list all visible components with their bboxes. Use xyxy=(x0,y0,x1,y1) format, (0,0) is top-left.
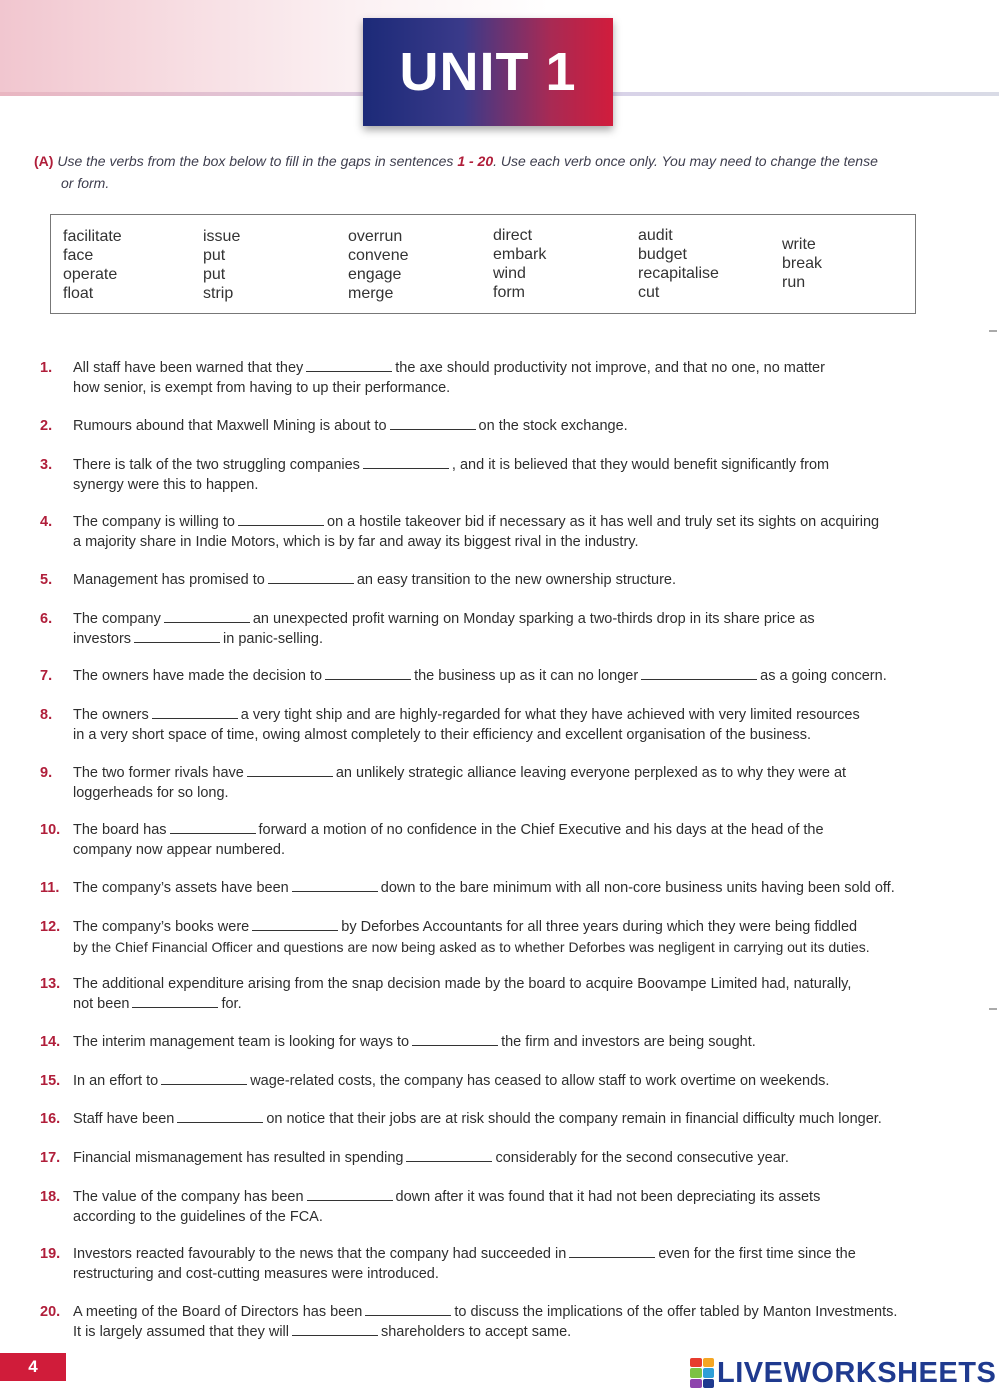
scan-mark xyxy=(989,330,997,332)
sentence-text: the business up as it can no longer xyxy=(414,668,639,684)
verb: break xyxy=(782,255,823,272)
verb-box xyxy=(50,214,916,314)
sentence-text: Rumours abound that Maxwell Mining is about to xyxy=(73,418,387,434)
sentence-text: synergy were this to happen. xyxy=(73,477,259,493)
sentence-text: for. xyxy=(221,996,242,1012)
sentence-text: forward a motion of no confidence in the Chief Executive and his days at the head of the xyxy=(258,822,824,838)
sentence-text: The company’s books were xyxy=(73,919,250,935)
sentence-item xyxy=(40,974,940,1014)
sentence-text: wage-related costs, the company has ceased to allow staff to work overtime on weekends. xyxy=(250,1073,830,1089)
sentence-number: 3. xyxy=(40,457,53,473)
verb: budget xyxy=(638,246,687,263)
unit-title: UNIT 1 xyxy=(399,42,577,102)
answer-blank[interactable] xyxy=(641,666,757,680)
sentence-text: as a going concern. xyxy=(760,668,887,684)
instructions-line2: or form. xyxy=(61,175,110,191)
verb: cut xyxy=(638,284,660,301)
section-label: (A) xyxy=(34,153,54,169)
sentence-text: even for the first time since the xyxy=(658,1246,856,1262)
answer-blank[interactable] xyxy=(406,1148,492,1162)
answer-blank[interactable] xyxy=(152,705,238,719)
sentence-number: 20. xyxy=(40,1304,61,1320)
sentence-item xyxy=(40,1187,940,1227)
verb: merge xyxy=(348,285,394,302)
sentence-item xyxy=(40,1032,940,1052)
verb: direct xyxy=(493,227,533,244)
instructions xyxy=(34,150,934,194)
sentence-text: on notice that their jobs are at risk should the company remain in financial difficulty much longer. xyxy=(266,1111,882,1127)
sentence-item xyxy=(40,1071,940,1091)
answer-blank[interactable] xyxy=(177,1109,263,1123)
sentence-number: 13. xyxy=(40,976,61,992)
sentence-item xyxy=(40,917,940,957)
sentence-item xyxy=(40,1148,940,1168)
sentence-text: loggerheads for so long. xyxy=(73,785,229,801)
answer-blank[interactable] xyxy=(307,1187,393,1201)
answer-blank[interactable] xyxy=(134,629,220,643)
answer-blank[interactable] xyxy=(569,1244,655,1258)
sentence-number: 5. xyxy=(40,572,53,588)
verb: write xyxy=(782,236,816,253)
verb: wind xyxy=(493,265,526,282)
liveworksheets-brand: LIVEWORKSHEETS xyxy=(717,1356,997,1389)
sentence-item xyxy=(40,1244,940,1284)
sentence-text: In an effort to xyxy=(73,1073,159,1089)
sentence-text: Management has promised to xyxy=(73,572,265,588)
verb-column xyxy=(638,226,719,302)
answer-blank[interactable] xyxy=(164,609,250,623)
sentence-item xyxy=(40,705,940,745)
sentence-text: The two former rivals have xyxy=(73,765,244,781)
sentence-item xyxy=(40,416,940,436)
answer-blank[interactable] xyxy=(292,1322,378,1336)
answer-blank[interactable] xyxy=(292,878,378,892)
sentence-text: how senior, is exempt from having to up their performance. xyxy=(73,380,451,396)
sentence-text: the firm and investors are being sought. xyxy=(501,1034,756,1050)
sentence-number: 12. xyxy=(40,919,61,935)
sentence-text: to discuss the implications of the offer tabled by Manton Investments. xyxy=(454,1304,898,1320)
verb: audit xyxy=(638,227,673,244)
answer-blank[interactable] xyxy=(268,570,354,584)
sentence-number: 19. xyxy=(40,1246,61,1262)
instructions-text-after: . Use each verb once only. You may need to change the tense xyxy=(493,153,878,169)
sentence-text: down after it was found that it had not been depreciating its assets xyxy=(395,1189,821,1205)
sentence-text: Investors reacted favourably to the news that the company had succeeded in xyxy=(73,1246,567,1262)
sentence-item xyxy=(40,820,940,860)
sentence-text: by Deforbes Accountants for all three years during which they were being fiddled xyxy=(341,919,858,935)
sentence-number: 9. xyxy=(40,765,53,781)
verb: recapitalise xyxy=(638,265,719,282)
answer-blank[interactable] xyxy=(161,1071,247,1085)
sentence-text: according to the guidelines of the FCA. xyxy=(73,1209,323,1225)
verb: form xyxy=(493,284,525,301)
verb: embark xyxy=(493,246,547,263)
verb: strip xyxy=(203,285,234,302)
verb: face xyxy=(63,247,94,264)
sentence-item xyxy=(40,1109,940,1129)
answer-blank[interactable] xyxy=(412,1032,498,1046)
sentence-number: 7. xyxy=(40,668,53,684)
sentence-text: The company is willing to xyxy=(73,514,235,530)
sentence-number: 4. xyxy=(40,514,53,530)
sentence-text: shareholders to accept same. xyxy=(380,1324,572,1340)
sentence-item xyxy=(40,1302,940,1342)
verb: overrun xyxy=(348,228,403,245)
sentence-text: The additional expenditure arising from the snap decision made by the board to acquire Boovampe Limited had, naturally, xyxy=(73,976,852,992)
sentence-range: 1 - 20 xyxy=(457,153,494,169)
sentence-text: Financial mismanagement has resulted in spending xyxy=(73,1150,404,1166)
answer-blank[interactable] xyxy=(306,358,392,372)
sentence-item xyxy=(40,512,940,552)
sentence-number: 8. xyxy=(40,707,53,723)
scan-mark xyxy=(989,1008,997,1010)
sentence-text: in a very short space of time, owing almost completely to their efficiency and excellent organisation of the business. xyxy=(73,727,812,743)
sentence-number: 18. xyxy=(40,1189,61,1205)
sentence-number: 15. xyxy=(40,1073,61,1089)
sentence-text: on a hostile takeover bid if necessary as it has well and truly set its sights on acquiring xyxy=(327,514,880,530)
sentence-text: an easy transition to the new ownership structure. xyxy=(356,572,676,588)
sentence-item xyxy=(40,666,940,686)
sentence-number: 16. xyxy=(40,1111,61,1127)
sentence-text: an unlikely strategic alliance leaving everyone perplexed as to why they were at xyxy=(335,765,847,781)
verb: put xyxy=(203,247,226,264)
sentence-number: 14. xyxy=(40,1034,61,1050)
answer-blank[interactable] xyxy=(363,455,449,469)
verb-column xyxy=(782,235,822,292)
sentence-text: Staff have been xyxy=(73,1111,175,1127)
sentence-text: by the Chief Financial Officer and questions are now being asked as to whether Deforbes was negligent in carrying out its duties. xyxy=(73,939,870,955)
answer-blank[interactable] xyxy=(390,416,476,430)
sentence-number: 1. xyxy=(40,360,53,376)
sentence-text: The interim management team is looking for ways to xyxy=(73,1034,410,1050)
verb: engage xyxy=(348,266,402,283)
verb: facilitate xyxy=(63,228,122,245)
sentence-text: down to the bare minimum with all non-core business units having been sold off. xyxy=(380,880,895,896)
sentence-number: 6. xyxy=(40,611,53,627)
sentence-item xyxy=(40,570,940,590)
sentence-text: There is talk of the two struggling companies xyxy=(73,457,360,473)
sentence-text: on the stock exchange. xyxy=(478,418,628,434)
sentence-number: 11. xyxy=(40,880,60,896)
sentence-text: All staff have been warned that they xyxy=(73,360,304,376)
sentence-text: restructuring and cost-cutting measures were introduced. xyxy=(73,1266,439,1282)
sentence-text: The company’s assets have been xyxy=(73,880,289,896)
verb: run xyxy=(782,274,806,291)
sentence-number: 2. xyxy=(40,418,53,434)
sentence-text: considerably for the second consecutive year. xyxy=(495,1150,789,1166)
sentence-text: company now appear numbered. xyxy=(73,842,285,858)
sentence-text: a majority share in Indie Motors, which is by far and away its biggest rival in the industry. xyxy=(73,534,639,550)
sentence-item xyxy=(40,455,940,495)
verb-column xyxy=(63,227,122,303)
sentence-text: , and it is believed that they would benefit significantly from xyxy=(451,457,830,473)
verb: operate xyxy=(63,266,118,283)
liveworksheets-logo[interactable] xyxy=(690,1356,996,1390)
verb: issue xyxy=(203,228,241,245)
sentence-text: the axe should productivity not improve, and that no one, no matter xyxy=(395,360,825,376)
liveworksheets-logo-icon xyxy=(690,1358,714,1388)
answer-blank[interactable] xyxy=(325,666,411,680)
answer-blank[interactable] xyxy=(132,994,218,1008)
verb-column xyxy=(203,227,240,303)
answer-blank[interactable] xyxy=(170,820,256,834)
sentence-text: The value of the company has been xyxy=(73,1189,304,1205)
verb-column xyxy=(493,226,546,302)
sentence-number: 10. xyxy=(40,822,61,838)
answer-blank[interactable] xyxy=(247,763,333,777)
sentence-number: 17. xyxy=(40,1150,61,1166)
sentence-item xyxy=(40,878,940,898)
verb: float xyxy=(63,285,94,302)
sentence-text: The owners have made the decision to xyxy=(73,668,323,684)
sentence-text: in panic-selling. xyxy=(223,631,323,647)
sentence-text: A meeting of the Board of Directors has been xyxy=(73,1304,363,1320)
answer-blank[interactable] xyxy=(238,512,324,526)
sentence-item xyxy=(40,763,940,803)
sentence-text: The company xyxy=(73,611,161,627)
answer-blank[interactable] xyxy=(365,1302,451,1316)
verb: convene xyxy=(348,247,409,264)
sentence-item xyxy=(40,358,940,398)
instructions-text-before: Use the verbs from the box below to fill in the gaps in sentences xyxy=(57,153,454,169)
sentence-text: a very tight ship and are highly-regarded for what they have achieved with very limited resources xyxy=(240,707,860,723)
page-number: 4 xyxy=(0,1353,66,1381)
verb-column xyxy=(348,227,409,303)
verb: put xyxy=(203,266,226,283)
unit-banner xyxy=(363,18,613,126)
sentence-text: not been xyxy=(73,996,130,1012)
sentence-text: investors xyxy=(73,631,132,647)
sentence-text: The board has xyxy=(73,822,167,838)
sentence-text: It is largely assumed that they will xyxy=(73,1324,289,1340)
sentence-item xyxy=(40,609,940,649)
sentence-text: The owners xyxy=(73,707,149,723)
answer-blank[interactable] xyxy=(252,917,338,931)
sentence-text: an unexpected profit warning on Monday sparking a two-thirds drop in its share price as xyxy=(252,611,815,627)
